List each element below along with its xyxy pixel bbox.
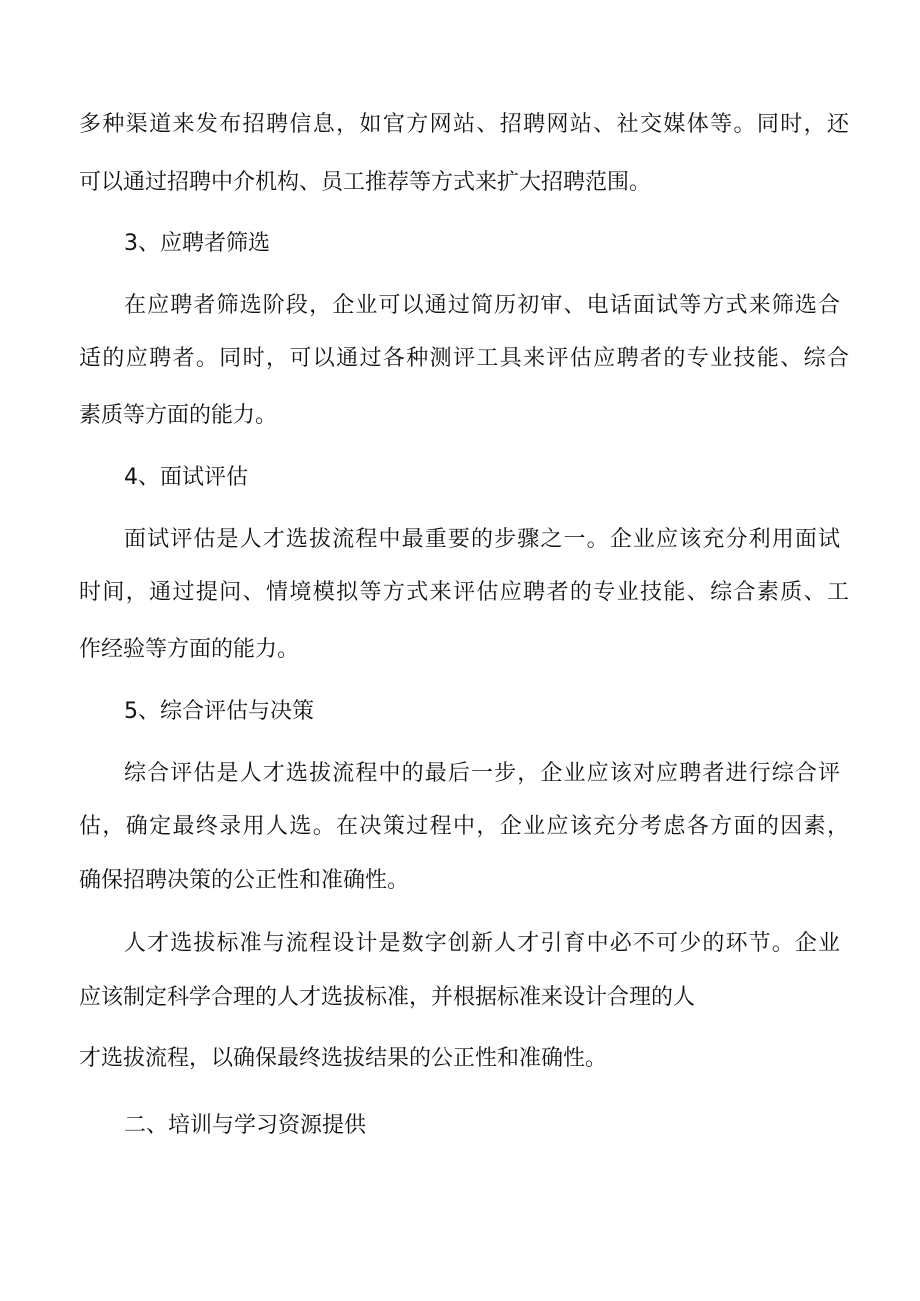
section-heading: 二、培训与学习资源提供 xyxy=(124,1113,367,1138)
paragraph-line: 多种渠道来发布招聘信息，如官方网站、招聘网站、社交媒体等。同时，还 xyxy=(79,112,849,137)
paragraph-line: 可以通过招聘中介机构、员工推荐等方式来扩大招聘范围。 xyxy=(79,170,652,195)
paragraph-line: 确保招聘决策的公正性和准确性。 xyxy=(79,868,410,893)
paragraph-line: 综合评估是人才选拔流程中的最后一步，企业应该对应聘者进行综合评 xyxy=(124,761,840,786)
section-heading: 5、综合评估与决策 xyxy=(124,699,314,724)
paragraph-line: 面试评估是人才选拔流程中最重要的步骤之一。企业应该充分利用面试 xyxy=(124,527,840,552)
paragraph-line: 人才选拔标准与流程设计是数字创新人才引育中必不可少的环节。企业 xyxy=(124,931,840,956)
paragraph-line: 作经验等方面的能力。 xyxy=(79,637,300,662)
paragraph-line: 适的应聘者。同时，可以通过各种测评工具来评估应聘者的专业技能、综合 xyxy=(79,346,849,371)
paragraph-line: 才选拔流程，以确保最终选拔结果的公正性和准确性。 xyxy=(79,1046,608,1071)
paragraph-line: 应该制定科学合理的人才选拔标准，并根据标准来设计合理的人 xyxy=(79,985,696,1010)
paragraph-line: 素质等方面的能力。 xyxy=(79,403,278,428)
section-heading: 4、面试评估 xyxy=(124,465,248,490)
paragraph-line: 在应聘者筛选阶段，企业可以通过简历初审、电话面试等方式来筛选合 xyxy=(124,293,840,318)
paragraph-line: 估，确定最终录用人选。在决策过程中，企业应该充分考虑各方面的因素， xyxy=(79,814,849,839)
paragraph-line: 时间，通过提问、情境模拟等方式来评估应聘者的专业技能、综合素质、工 xyxy=(79,580,849,605)
section-heading: 3、应聘者筛选 xyxy=(124,231,270,256)
